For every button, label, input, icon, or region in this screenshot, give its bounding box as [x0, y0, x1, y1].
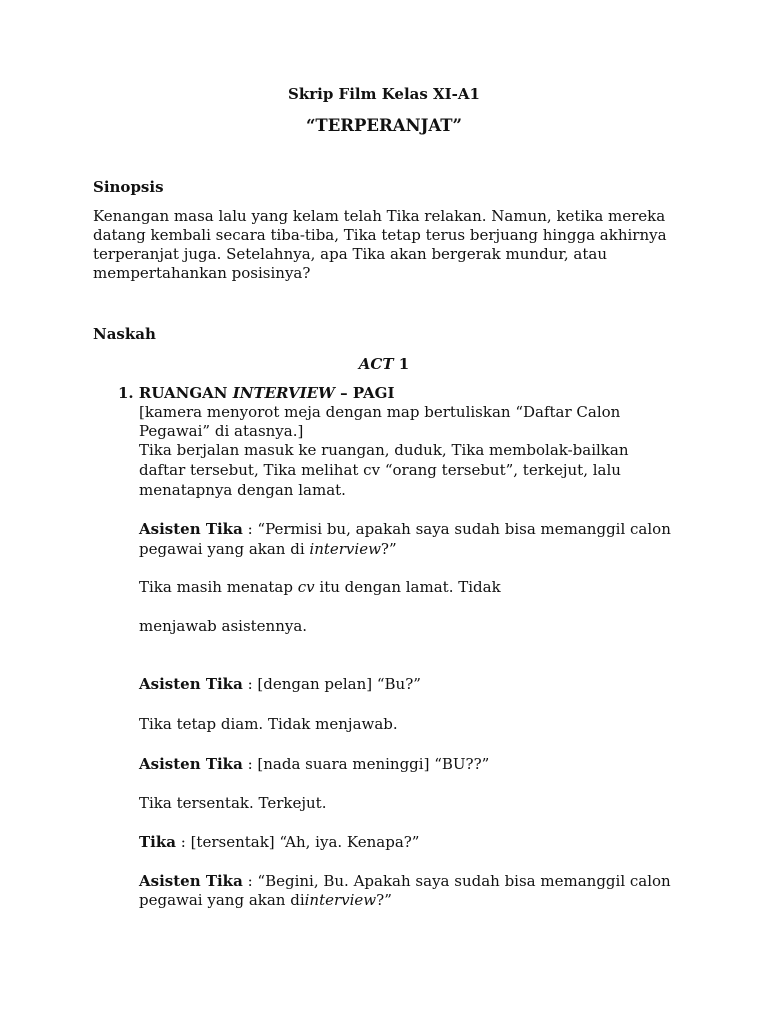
- speaker-name: Asisten Tika: [139, 872, 243, 890]
- direction-line-2: Pegawai” di atasnya.]: [139, 422, 304, 440]
- action-1: [139, 578, 501, 596]
- action-3: Tika tersentak. Terkejut.: [139, 794, 327, 812]
- scene-heading-italic: INTERVIEW: [232, 384, 335, 402]
- scene-heading: [118, 384, 395, 402]
- dialogue-text: : “Begini, Bu. Apakah saya sudah bisa memanggil calon: [242, 872, 671, 890]
- act-word: ACT: [358, 355, 394, 373]
- action-1-cont: menjawab asistennya.: [139, 617, 308, 635]
- scene-heading-post: – PAGI: [334, 384, 395, 402]
- dialogue-1-cont: [139, 540, 397, 558]
- dialogue-2: [139, 675, 421, 693]
- sinopsis-heading: Sinopsis: [93, 178, 164, 196]
- naskah-heading: Naskah: [93, 325, 156, 343]
- film-title: “TERPERANJAT”: [305, 116, 463, 135]
- dialogue-text: pegawai yang akan di: [139, 540, 310, 558]
- direction-line-3: Tika berjalan masuk ke ruangan, duduk, Tika membolak-bailkan: [139, 441, 629, 459]
- dialogue-italic: interview: [304, 891, 377, 909]
- action-italic: cv: [297, 578, 315, 596]
- act-heading: [0, 355, 768, 373]
- dialogue-text: : [dengan pelan] “Bu?”: [242, 675, 421, 693]
- dialogue-5: [139, 872, 671, 890]
- sinopsis-line-2: datang kembali secara tiba-tiba, Tika tetap terus berjuang hingga akhirnya: [93, 226, 667, 244]
- action-2: Tika tetap diam. Tidak menjawab.: [139, 715, 398, 733]
- dialogue-italic: interview: [309, 540, 381, 558]
- dialogue-text: ?”: [380, 540, 397, 558]
- scene-number: 1.: [118, 384, 139, 402]
- dialogue-text: ?”: [376, 891, 392, 909]
- speaker-name: Tika: [139, 833, 176, 851]
- dialogue-1: [139, 520, 671, 538]
- document-title: Skrip Film Kelas XI-A1: [288, 85, 480, 103]
- dialogue-text: : [tersentak] “Ah, iya. Kenapa?”: [175, 833, 420, 851]
- sinopsis-line-4: mempertahankan posisinya?: [93, 264, 311, 282]
- speaker-name: Asisten Tika: [139, 520, 243, 538]
- action-text: Tika masih menatap: [139, 578, 298, 596]
- dialogue-5-cont: [139, 891, 392, 909]
- speaker-name: Asisten Tika: [139, 755, 243, 773]
- dialogue-text: : [nada suara meninggi] “BU??”: [242, 755, 490, 773]
- dialogue-text: pegawai yang akan di: [139, 891, 305, 909]
- dialogue-4: [139, 833, 419, 851]
- act-number: 1: [393, 355, 410, 373]
- sinopsis-line-1: Kenangan masa lalu yang kelam telah Tika relakan. Namun, ketika mereka: [93, 207, 666, 225]
- direction-line-1: [kamera menyorot meja dengan map bertuliskan “Daftar Calon: [139, 403, 621, 421]
- sinopsis-line-3: terperanjat juga. Setelahnya, apa Tika akan bergerak mundur, atau: [93, 245, 607, 263]
- speaker-name: Asisten Tika: [139, 675, 243, 693]
- action-text: itu dengan lamat. Tidak: [314, 578, 501, 596]
- scene-heading-pre: RUANGAN: [138, 384, 233, 402]
- direction-line-5: menatapnya dengan lamat.: [139, 481, 346, 499]
- dialogue-3: [139, 755, 489, 773]
- dialogue-text: : “Permisi bu, apakah saya sudah bisa memanggil calon: [242, 520, 671, 538]
- direction-line-4: daftar tersebut, Tika melihat cv “orang tersebut”, terkejut, lalu: [139, 461, 621, 479]
